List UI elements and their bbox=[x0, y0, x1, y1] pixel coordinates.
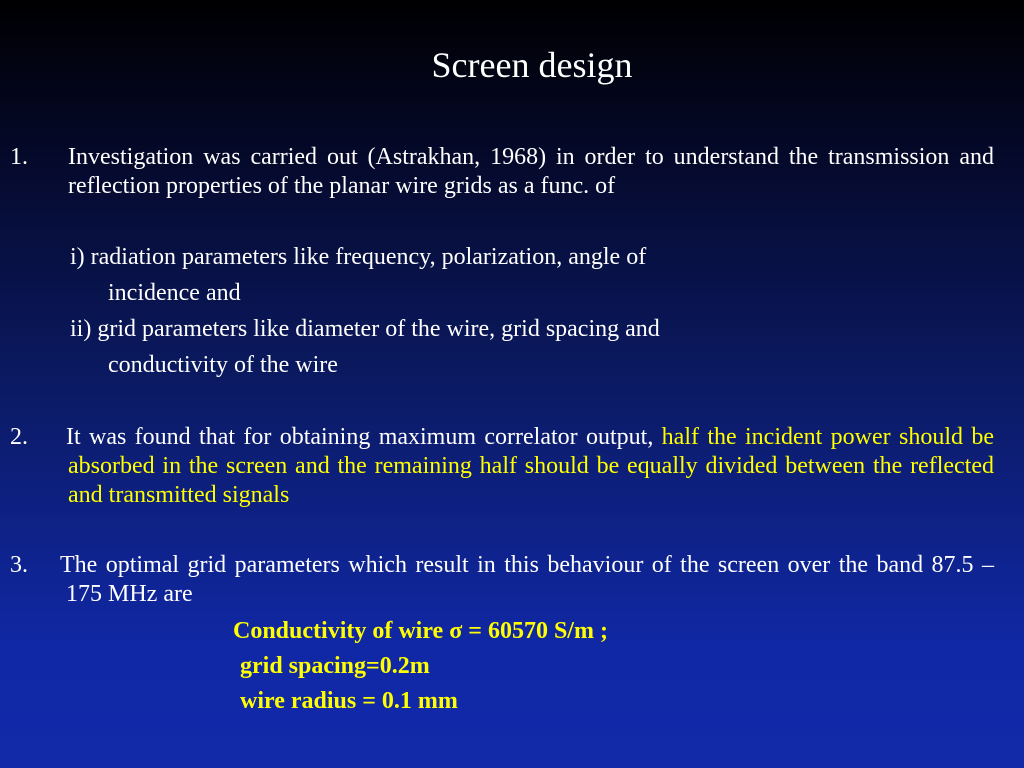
grid-param-spacing: grid spacing=0.2m bbox=[240, 653, 430, 679]
item1-number: 1. bbox=[10, 144, 28, 170]
grid-param-conductivity: Conductivity of wire σ = 60570 S/m ; bbox=[233, 618, 608, 644]
slide-title: Screen design bbox=[431, 45, 633, 85]
item1-text: Investigation was carried out (Astrakhan, 1968) in order to understand the transmission and reflection properties of the planar wire grids as a func. of bbox=[68, 144, 994, 199]
grid-param-wire-radius: wire radius = 0.1 mm bbox=[240, 688, 458, 714]
item3-number: 3. bbox=[10, 552, 28, 578]
item1-sub-i-line2: incidence and bbox=[108, 280, 241, 306]
item3-text: The optimal grid parameters which result in this behaviour of the screen over the band 87.5 – 175 MHz are bbox=[60, 552, 994, 607]
item1-sub-ii-line1: ii) grid parameters like diameter of the wire, grid spacing and bbox=[70, 316, 660, 342]
item1-sub-i-line1: i) radiation parameters like frequency, polarization, angle of bbox=[70, 244, 647, 270]
item2-text bbox=[68, 423, 994, 510]
item2-text-highlight: half the incident power should be absorbed in the screen and the remaining half should be equally divided between the reflected and transmitted signals bbox=[68, 424, 994, 508]
item2-number: 2. bbox=[10, 424, 28, 450]
item2-text-plain: It was found that for obtaining maximum correlator output, bbox=[66, 424, 662, 450]
item1-sub-ii-line2: conductivity of the wire bbox=[108, 352, 338, 378]
